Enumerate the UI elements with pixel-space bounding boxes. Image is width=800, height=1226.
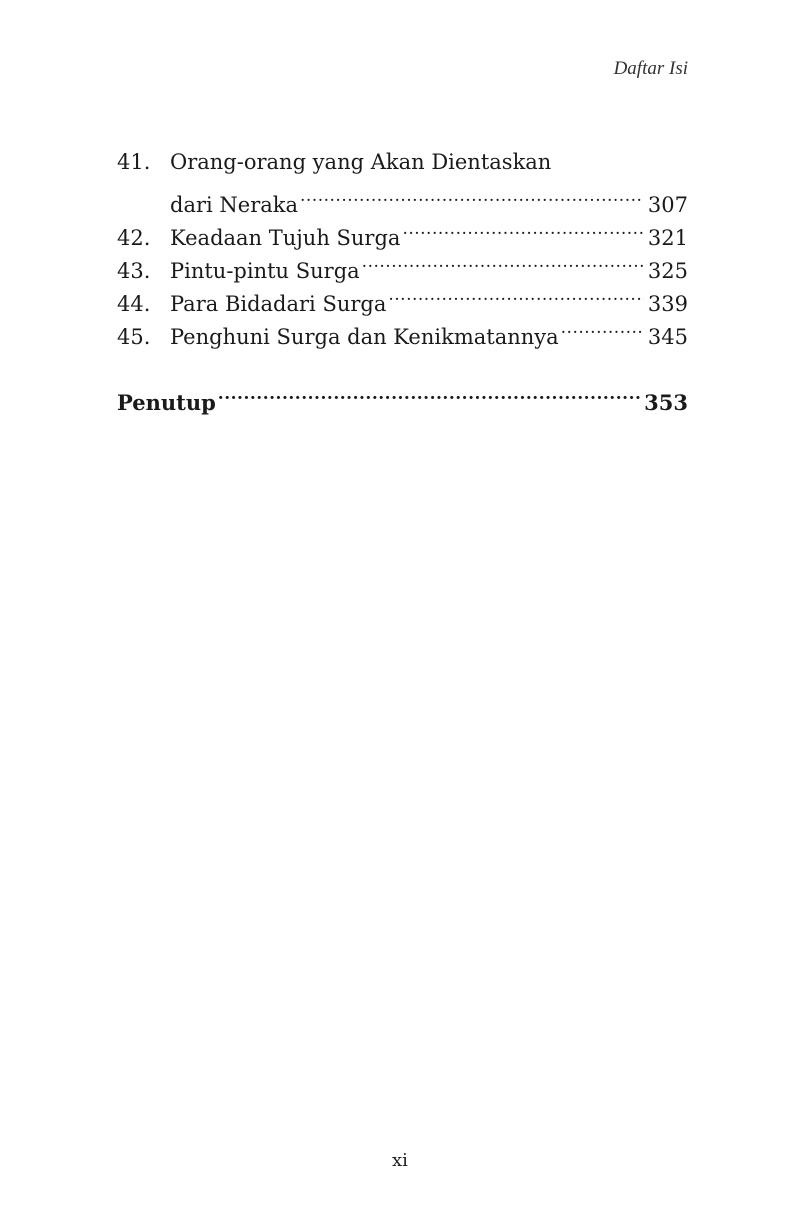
toc-entry-number: 43. — [117, 259, 151, 283]
toc-entry-page: 339 — [647, 292, 688, 316]
toc-closing-page: 353 — [644, 390, 688, 415]
toc-entry-title: Para Bidadari Surga — [170, 292, 387, 316]
toc-closing-title: Penutup — [117, 390, 216, 415]
running-header-title: Daftar Isi — [613, 58, 688, 79]
toc-entry-title: Pintu-pintu Surga — [170, 259, 360, 283]
toc-entry-title: Penghuni Surga dan Kenikmatannya — [170, 325, 559, 349]
toc-entry-41-line2[interactable] — [117, 179, 688, 217]
toc-entry-penutup[interactable] — [117, 377, 688, 415]
toc-entry-number: 42. — [117, 226, 151, 250]
toc-entry-number: 45. — [117, 325, 151, 349]
toc-entry-page: 321 — [647, 226, 688, 250]
toc-entry-page: 325 — [647, 259, 688, 283]
toc-entry-page: 307 — [647, 193, 688, 217]
dot-leader — [561, 311, 644, 344]
toc-entry-title-continued: dari Neraka — [170, 193, 298, 217]
table-of-contents — [117, 146, 688, 415]
toc-entry-number: 41. — [117, 150, 151, 174]
toc-entry-title: Keadaan Tujuh Surga — [170, 226, 401, 250]
dot-leader — [388, 278, 644, 311]
dot-leader — [218, 377, 640, 410]
toc-entry-title: Orang-orang yang Akan Dientaskan — [170, 150, 552, 174]
toc-entry-number: 44. — [117, 292, 151, 316]
dot-leader — [362, 245, 644, 278]
dot-leader — [402, 212, 643, 245]
dot-leader — [300, 179, 644, 212]
toc-entry-page: 345 — [647, 325, 688, 349]
toc-entry-41-line1[interactable] — [117, 146, 688, 179]
page-number: xi — [392, 1150, 408, 1171]
